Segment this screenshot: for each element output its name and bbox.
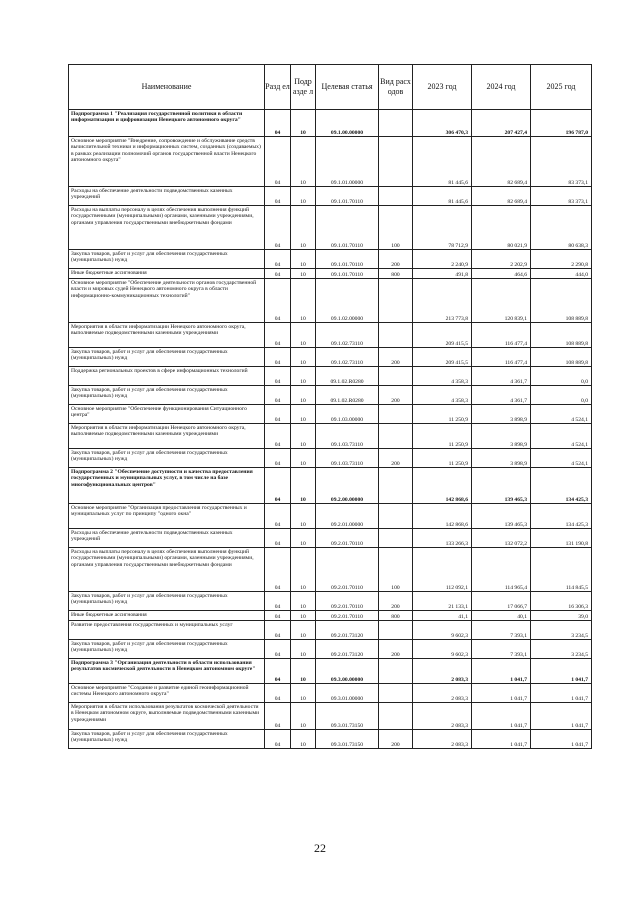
header-subsection: Подр азде л [291,65,316,110]
row-2024: 1 041,7 [472,684,531,703]
row-type [379,367,413,386]
table-row [69,468,592,504]
row-2024: 3 898,9 [472,405,531,424]
header-section: Разд ел [265,65,291,110]
row-subsection: 10 [291,250,316,269]
row-section: 04 [265,187,291,206]
row-name: Развитие предоставления государственных и муниципальных услуг [69,621,265,640]
row-2024: 1 041,7 [472,730,531,749]
row-target: 09.3.01.73150 [316,703,379,730]
row-2024: 120 839,1 [472,279,531,323]
row-target: 09.2.00.00000 [316,468,379,504]
header-2025: 2025 год [531,65,592,110]
row-2025: 1 041,7 [531,703,592,730]
row-target: 09.2.01.70110 [316,611,379,621]
row-section: 04 [265,730,291,749]
row-2025: 108 889,8 [531,348,592,367]
row-2025: 0,0 [531,367,592,386]
table-row [69,684,592,703]
row-section: 04 [265,504,291,529]
row-2025: 131 190,8 [531,529,592,548]
table-row [69,269,592,279]
row-2024: 40,1 [472,611,531,621]
row-name: Мероприятия в области информатизации Ненецкого автономного округа, выполняемые подведомственными казенными учреждениями [69,424,265,449]
page-number: 22 [314,841,326,855]
table-row [69,110,592,137]
row-name: Основное мероприятие "Создание и развитие единой геоинформационной системы Ненецкого автономного округа" [69,684,265,703]
row-subsection: 10 [291,323,316,348]
row-target: 09.1.02.73110 [316,348,379,367]
row-2023: 2 083,3 [413,684,472,703]
table-row [69,504,592,529]
row-2025: 4 524,1 [531,405,592,424]
row-subsection: 10 [291,206,316,250]
row-type: 100 [379,548,413,592]
row-2025: 83 373,1 [531,137,592,187]
row-2024: 4 361,7 [472,386,531,405]
table-row [69,449,592,468]
row-name: Расходы на обеспечение деятельности подведомственных казенных учреждений [69,187,265,206]
row-subsection: 10 [291,640,316,659]
row-name: Закупка товаров, работ и услуг для обеспечения государственных (муниципальных) нужд [69,386,265,405]
row-section: 04 [265,449,291,468]
row-subsection: 10 [291,348,316,367]
row-name: Основное мероприятие "Обеспечение функционирования Ситуационного центра" [69,405,265,424]
row-2024: 116 477,4 [472,323,531,348]
row-2023: 41,1 [413,611,472,621]
row-section: 04 [265,405,291,424]
row-target: 09.1.03.73110 [316,424,379,449]
row-2025: 1 041,7 [531,684,592,703]
header-name: Наименование [69,65,265,110]
row-2023: 11 250,9 [413,424,472,449]
row-type: 200 [379,386,413,405]
row-2023: 213 773,8 [413,279,472,323]
row-target: 09.1.01.70110 [316,269,379,279]
row-subsection: 10 [291,405,316,424]
row-section: 04 [265,323,291,348]
row-2024: 1 041,7 [472,703,531,730]
table-row [69,137,592,187]
row-2023: 2 083,3 [413,703,472,730]
row-section: 04 [265,611,291,621]
row-name: Мероприятия в области информатизации Ненецкого автономного округа, выполняемые подведомственными казенными учреждениями [69,323,265,348]
table-row [69,640,592,659]
row-2023: 81 445,6 [413,187,472,206]
row-section: 04 [265,548,291,592]
row-name: Основное мероприятие "Организация предоставления государственных и муниципальных услуг по принципу "одного окна" [69,504,265,529]
row-2025: 196 787,0 [531,110,592,137]
row-2023: 4 358,3 [413,386,472,405]
row-section: 04 [265,621,291,640]
row-2025: 3 234,5 [531,640,592,659]
table-row [69,548,592,592]
row-target: 09.1.03.00000 [316,405,379,424]
row-subsection: 10 [291,187,316,206]
row-type [379,405,413,424]
row-2025: 1 041,7 [531,659,592,684]
row-subsection: 10 [291,386,316,405]
row-subsection: 10 [291,659,316,684]
row-2025: 114 845,5 [531,548,592,592]
row-subsection: 10 [291,611,316,621]
row-type: 200 [379,250,413,269]
row-type: 200 [379,348,413,367]
row-name: Подпрограмма 3 "Организация деятельности в области использования результатов космической деятельности в Ненецком автономном округе" [69,659,265,684]
table-row [69,348,592,367]
row-2024: 4 361,7 [472,367,531,386]
row-section: 04 [265,269,291,279]
row-name: Основное мероприятие "Внедрение, сопровождение и обслуживание средств вычислительной техники и информационных систем, созданных (создаваемых) в рамках реализации полномочий органов государственной власти Ненецкого автономного округа" [69,137,265,187]
row-2024: 7 393,1 [472,640,531,659]
row-2024: 80 021,9 [472,206,531,250]
row-2024: 132 072,2 [472,529,531,548]
row-section: 04 [265,703,291,730]
row-subsection: 10 [291,449,316,468]
row-subsection: 10 [291,548,316,592]
row-target: 09.2.01.70110 [316,548,379,592]
row-section: 04 [265,367,291,386]
row-2025: 134 425,3 [531,468,592,504]
row-2025: 444,0 [531,269,592,279]
row-2025: 134 425,3 [531,504,592,529]
row-2023: 142 868,6 [413,468,472,504]
row-name: Мероприятия в области использования результатов космической деятельности в Ненецком автономном округе, выполняемые подведомственными казенными учреждениями [69,703,265,730]
row-name: Расходы на выплаты персоналу в целях обеспечения выполнения функций государственными (муниципальными) органами, казенными учреждениями, органами управления государственными внебюджетными фондами [69,206,265,250]
row-target: 09.2.01.73120 [316,621,379,640]
row-type: 200 [379,730,413,749]
header-target: Целевая статья [316,65,379,110]
row-section: 04 [265,250,291,269]
row-target: 09.2.01.00000 [316,504,379,529]
row-2025: 16 306,3 [531,592,592,611]
row-section: 04 [265,137,291,187]
row-name: Закупка товаров, работ и услуг для обеспечения государственных (муниципальных) нужд [69,592,265,611]
table-row [69,206,592,250]
row-2023: 209 415,5 [413,348,472,367]
row-subsection: 10 [291,367,316,386]
row-type: 200 [379,592,413,611]
row-name: Подпрограмма 1 "Реализация государственной политики в области информатизации и цифровизации Ненецкого автономного округа" [69,110,265,137]
row-2025: 0,0 [531,386,592,405]
row-2025: 4 524,1 [531,424,592,449]
table-row [69,592,592,611]
row-2024: 2 202,9 [472,250,531,269]
row-subsection: 10 [291,730,316,749]
row-subsection: 10 [291,703,316,730]
row-type [379,279,413,323]
row-subsection: 10 [291,621,316,640]
row-section: 04 [265,468,291,504]
row-2023: 9 602,3 [413,640,472,659]
row-target: 09.3.01.00000 [316,684,379,703]
row-section: 04 [265,640,291,659]
row-target: 09.1.00.00000 [316,110,379,137]
row-name: Закупка товаров, работ и услуг для обеспечения государственных (муниципальных) нужд [69,730,265,749]
row-name: Иные бюджетные ассигнования [69,611,265,621]
row-target: 09.1.01.70110 [316,206,379,250]
row-2023: 81 445,6 [413,137,472,187]
row-section: 04 [265,206,291,250]
row-target: 09.1.02.R0280 [316,367,379,386]
row-section: 04 [265,684,291,703]
row-2025: 83 373,1 [531,187,592,206]
row-type [379,659,413,684]
row-name: Закупка товаров, работ и услуг для обеспечения государственных (муниципальных) нужд [69,348,265,367]
row-section: 04 [265,386,291,405]
row-section: 04 [265,110,291,137]
table-row [69,659,592,684]
row-2023: 78 712,9 [413,206,472,250]
row-target: 09.1.01.00000 [316,137,379,187]
row-2025: 2 290,8 [531,250,592,269]
row-target: 09.1.01.70110 [316,250,379,269]
table-row [69,405,592,424]
header-type: Вид расх одов [379,65,413,110]
row-2023: 21 133,1 [413,592,472,611]
row-type: 200 [379,640,413,659]
row-subsection: 10 [291,504,316,529]
row-subsection: 10 [291,684,316,703]
row-2023: 9 602,3 [413,621,472,640]
row-name: Основное мероприятие "Обеспечение деятельности органов государственной власти и мировых судей Ненецкого автономного округа в области информационно-коммуникационных технологий" [69,279,265,323]
row-2023: 2 083,3 [413,730,472,749]
row-2024: 7 393,1 [472,621,531,640]
row-2023: 133 266,3 [413,529,472,548]
row-2024: 82 689,4 [472,137,531,187]
row-subsection: 10 [291,279,316,323]
table-row [69,730,592,749]
row-type [379,137,413,187]
row-2025: 4 524,1 [531,449,592,468]
row-type [379,684,413,703]
row-2024: 3 898,9 [472,449,531,468]
row-type [379,703,413,730]
row-2025: 39,0 [531,611,592,621]
row-section: 04 [265,424,291,449]
row-2024: 207 427,4 [472,110,531,137]
row-type [379,529,413,548]
row-2024: 139 465,3 [472,468,531,504]
table-row [69,367,592,386]
row-target: 09.3.01.73150 [316,730,379,749]
row-name: Закупка товаров, работ и услуг для обеспечения государственных (муниципальных) нужд [69,250,265,269]
row-2023: 209 415,5 [413,323,472,348]
row-section: 04 [265,529,291,548]
row-2023: 2 083,3 [413,659,472,684]
table-header-row [69,65,592,110]
row-2025: 1 041,7 [531,730,592,749]
header-2023: 2023 год [413,65,472,110]
row-target: 09.1.02.73110 [316,323,379,348]
row-subsection: 10 [291,269,316,279]
row-2023: 306 470,3 [413,110,472,137]
row-subsection: 10 [291,424,316,449]
budget-table [68,64,592,749]
row-subsection: 10 [291,592,316,611]
row-type: 100 [379,206,413,250]
row-2023: 11 250,9 [413,405,472,424]
row-type [379,110,413,137]
table-row [69,386,592,405]
row-subsection: 10 [291,137,316,187]
row-name: Иные бюджетные ассигнования [69,269,265,279]
row-name: Поддержка региональных проектов в сфере информационных технологий [69,367,265,386]
row-section: 04 [265,592,291,611]
row-2024: 82 689,4 [472,187,531,206]
row-target: 09.2.01.70110 [316,529,379,548]
table-row [69,323,592,348]
row-type [379,621,413,640]
row-2023: 2 240,9 [413,250,472,269]
table-row [69,424,592,449]
row-name: Расходы на обеспечение деятельности подведомственных казенных учреждений [69,529,265,548]
table-row [69,621,592,640]
row-name: Подпрограмма 2 "Обеспечение доступности и качества предоставления государственных и муниципальных услуг, в том числе на базе многофункциональных центров" [69,468,265,504]
row-target: 09.1.02.R0280 [316,386,379,405]
table-row [69,250,592,269]
row-section: 04 [265,279,291,323]
row-type: 800 [379,269,413,279]
row-name: Закупка товаров, работ и услуг для обеспечения государственных (муниципальных) нужд [69,640,265,659]
row-2025: 80 638,3 [531,206,592,250]
row-target: 09.1.01.70110 [316,187,379,206]
row-2023: 4 358,3 [413,367,472,386]
row-2023: 11 250,9 [413,449,472,468]
row-2023: 491,8 [413,269,472,279]
row-target: 09.2.01.70110 [316,592,379,611]
row-2024: 114 965,4 [472,548,531,592]
row-type: 800 [379,611,413,621]
row-2025: 108 889,8 [531,279,592,323]
table-row [69,703,592,730]
row-section: 04 [265,659,291,684]
row-type [379,323,413,348]
table-row [69,187,592,206]
table-body [69,110,592,749]
row-section: 04 [265,348,291,367]
row-name: Расходы на выплаты персоналу в целях обеспечения выполнения функций государственными (муниципальными) органами, казенными учреждениями, органами управления государственными внебюджетными фондами [69,548,265,592]
row-subsection: 10 [291,110,316,137]
row-2024: 17 066,7 [472,592,531,611]
row-2024: 1 041,7 [472,659,531,684]
row-subsection: 10 [291,468,316,504]
row-type [379,424,413,449]
row-2023: 112 092,1 [413,548,472,592]
row-target: 09.3.00.00000 [316,659,379,684]
row-type [379,504,413,529]
row-2023: 142 868,6 [413,504,472,529]
row-2024: 139 465,3 [472,504,531,529]
table-row [69,529,592,548]
header-2024: 2024 год [472,65,531,110]
row-target: 09.1.03.73110 [316,449,379,468]
row-name: Закупка товаров, работ и услуг для обеспечения государственных (муниципальных) нужд [69,449,265,468]
table-row [69,611,592,621]
row-type [379,468,413,504]
row-2024: 464,6 [472,269,531,279]
row-subsection: 10 [291,529,316,548]
row-target: 09.2.01.73120 [316,640,379,659]
row-type [379,187,413,206]
row-2025: 3 234,5 [531,621,592,640]
row-2025: 108 889,8 [531,323,592,348]
row-2024: 3 898,9 [472,424,531,449]
table-row [69,279,592,323]
row-2024: 116 477,4 [472,348,531,367]
row-target: 09.1.02.00000 [316,279,379,323]
row-type: 200 [379,449,413,468]
